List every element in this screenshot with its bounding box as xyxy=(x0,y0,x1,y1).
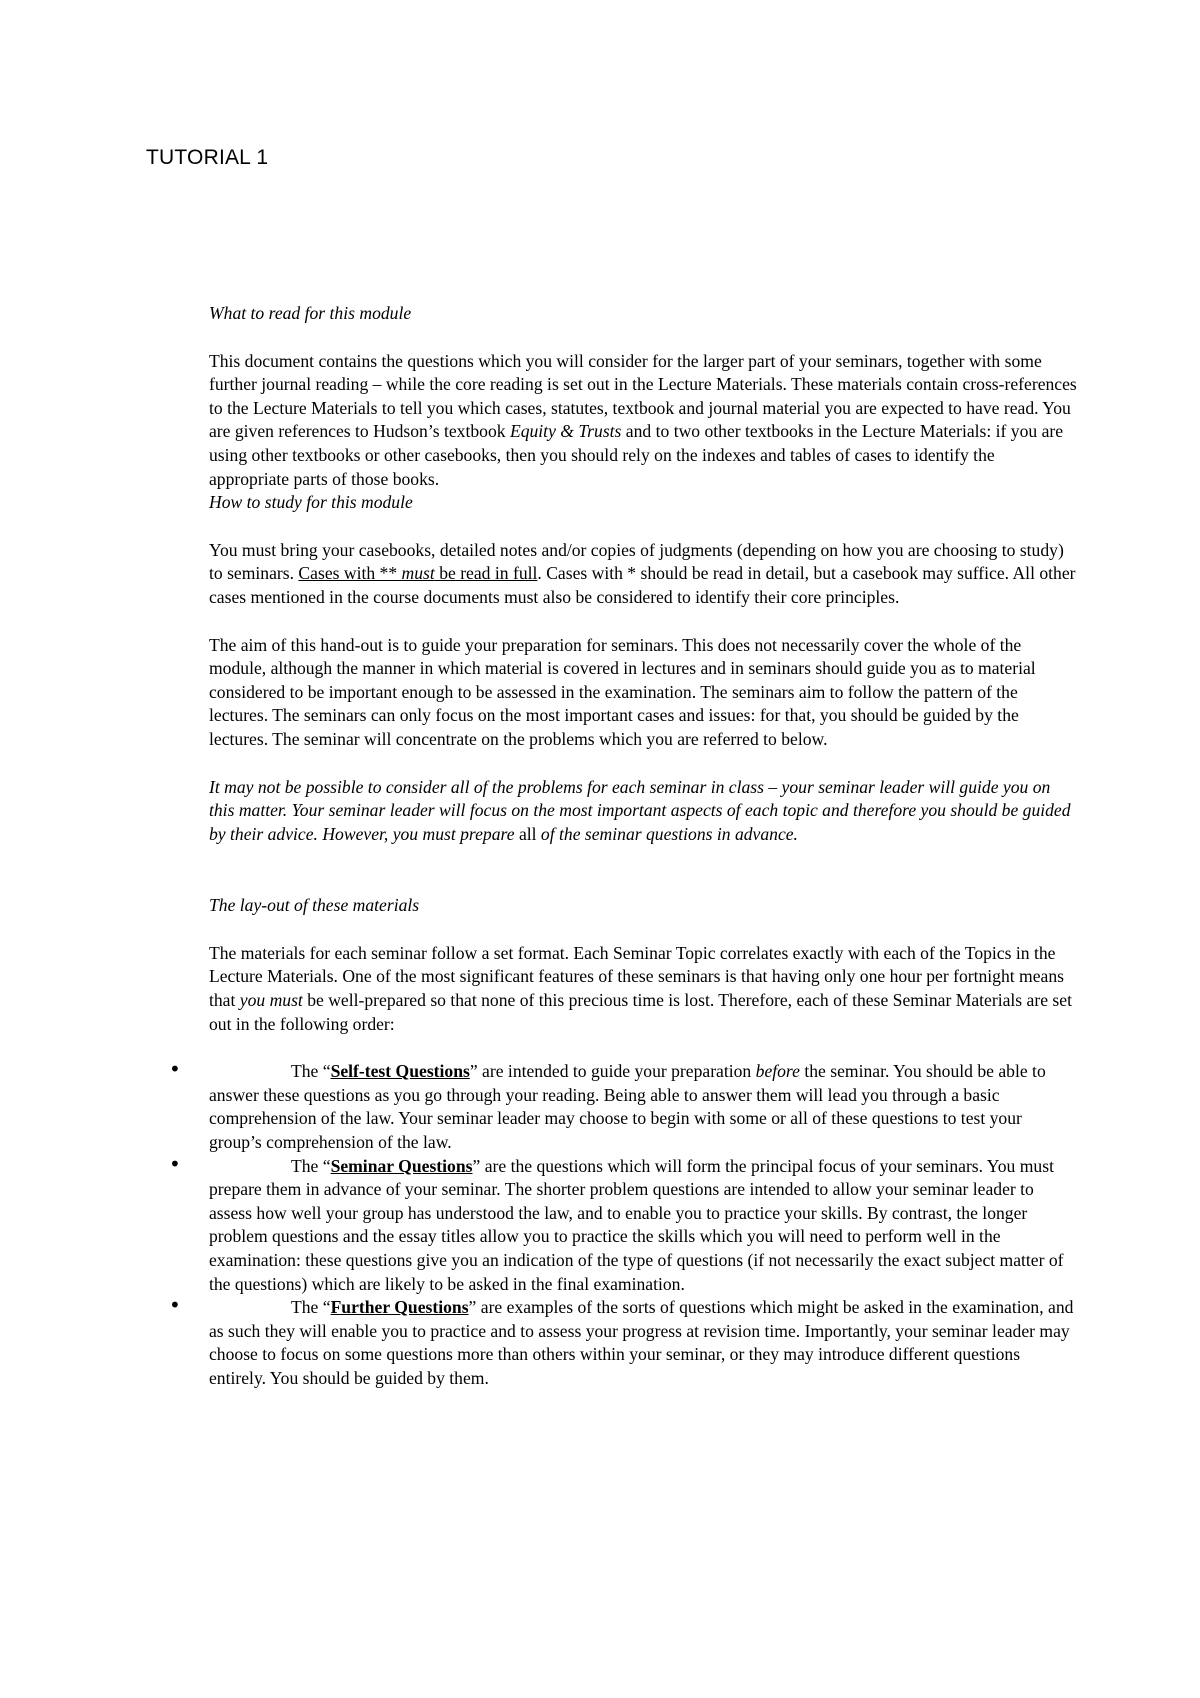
seminar-questions-label: Seminar Questions xyxy=(330,1155,473,1176)
all-word: all xyxy=(518,823,537,844)
document-body xyxy=(169,302,1079,1391)
bullet-icon: • xyxy=(169,1151,181,1176)
paragraph-reading-text-a: This document contains the questions which you will consider for the larger part of your seminars, together with some further journal reading – while the core reading is set out in the Lecture Materials. These materials contain cross-references to the Lecture Materials to tell you which cases, statutes, textbook and journal material you are expected to have read. You are given references to Hudson’s textbook xyxy=(209,350,1077,442)
underlined-cases-note: Cases with ** must be read in full xyxy=(298,563,538,584)
paragraph-reading-text-b: and to two other textbooks in the Lecture Materials: if you are using other textbooks or other casebooks, then you should rely on the indexes and tables of cases to identify the appropriate parts of those books. xyxy=(209,421,1064,489)
bullet-icon: • xyxy=(169,1293,181,1318)
paragraph-layout-1-text-a: The materials for each seminar follow a set format. Each Seminar Topic correlates exactly with each of the Topics in the Lecture Materials. One of the most significant features of these seminars is that having only one hour per fortnight means that xyxy=(209,942,1065,1011)
book-title: Equity & Trusts xyxy=(509,421,622,442)
paragraph-study-1-text-a: You must bring your casebooks, detailed notes and/or copies of judgments (depending on how you are choosing to study) to seminars. xyxy=(209,539,1064,584)
before-emphasis: before xyxy=(755,1061,800,1082)
list-item-self-test: • The “Self-test Questions” are intended to guide your preparation before the seminar. You should be able to answer these questions as you go through your reading. Being able to answer them will lead you through a basic comprehension of the law. Your seminar leader may choose to begin with some or all of these questions to test your group’s comprehension of the law. xyxy=(169,1057,1046,1153)
further-questions-label: Further Questions xyxy=(330,1297,469,1318)
section-heading-how-to-study: How to study for this module xyxy=(209,492,413,513)
self-test-questions-label: Self-test Questions xyxy=(330,1061,470,1082)
must-emphasis: must xyxy=(401,563,435,584)
question-types-list xyxy=(169,1057,1079,1390)
section-heading-what-to-read: What to read for this module xyxy=(209,303,412,323)
you-must-emphasis: you must xyxy=(239,990,303,1011)
paragraph-study-2: The aim of this hand-out is to guide your preparation for seminars. This does not necessarily cover the whole of the module, although the manner in which material is covered in lectures and in seminars should guide you as to material considered to be important enough to be assessed in the examination. The seminars aim to follow the pattern of the lectures. The seminars can only focus on the most important cases and issues: for that, you should be guided by the lectures. The seminar will concentrate on the problems which you are referred to below. xyxy=(209,634,1036,749)
paragraph-study-3-text-b: of the seminar questions in advance. xyxy=(536,823,798,844)
list-item-further: • The “Further Questions” are examples of the sorts of questions which might be asked in the examination, and as such they will enable you to practice and to assess your progress at revision time. Importantly, your seminar leader may choose to focus on some questions more than others within your seminar, or they may introduce different questions entirely. You should be guided by them. xyxy=(169,1293,1074,1388)
paragraph-study-1-text-b: . Cases with * should be read in detail, but a casebook may suffice. All other cases mentioned in the course documents must also be considered to identify their core principles. xyxy=(209,563,1076,607)
paragraph-layout-1-text-b: be well-prepared so that none of this precious time is lost. Therefore, each of these Seminar Materials are set out in the following order: xyxy=(209,990,1072,1034)
paragraph-study-1 xyxy=(209,539,1079,610)
list-item-seminar: • The “Seminar Questions” are the questions which will form the principal focus of your seminars. You must prepare them in advance of your seminar. The shorter problem questions are intended to allow your seminar leader to assess how well your group has understood the law, and to enable you to practice your skills. By contrast, the longer problem questions and the essay titles allow you to practice the skills which you will need to perform well in the examination: these questions give you an indication of the type of questions (if not necessarily the exact subject matter of the questions) which are likely to be asked in the final examination. xyxy=(169,1151,1064,1294)
paragraph-study-3-text-a: It may not be possible to consider all of the problems for each seminar in class – your seminar leader will guide you on this matter. Your seminar leader will focus on the most important aspects of each topic and therefore you should be guided by their advice. However, you must prepare xyxy=(209,776,1071,844)
paragraph-reading xyxy=(209,350,1079,492)
paragraph-layout-1 xyxy=(209,942,1079,1036)
bullet-icon: • xyxy=(169,1057,181,1082)
page-title: TUTORIAL 1 xyxy=(146,146,269,169)
section-heading-layout: The lay-out of these materials xyxy=(209,895,420,916)
paragraph-study-3 xyxy=(209,776,1079,847)
